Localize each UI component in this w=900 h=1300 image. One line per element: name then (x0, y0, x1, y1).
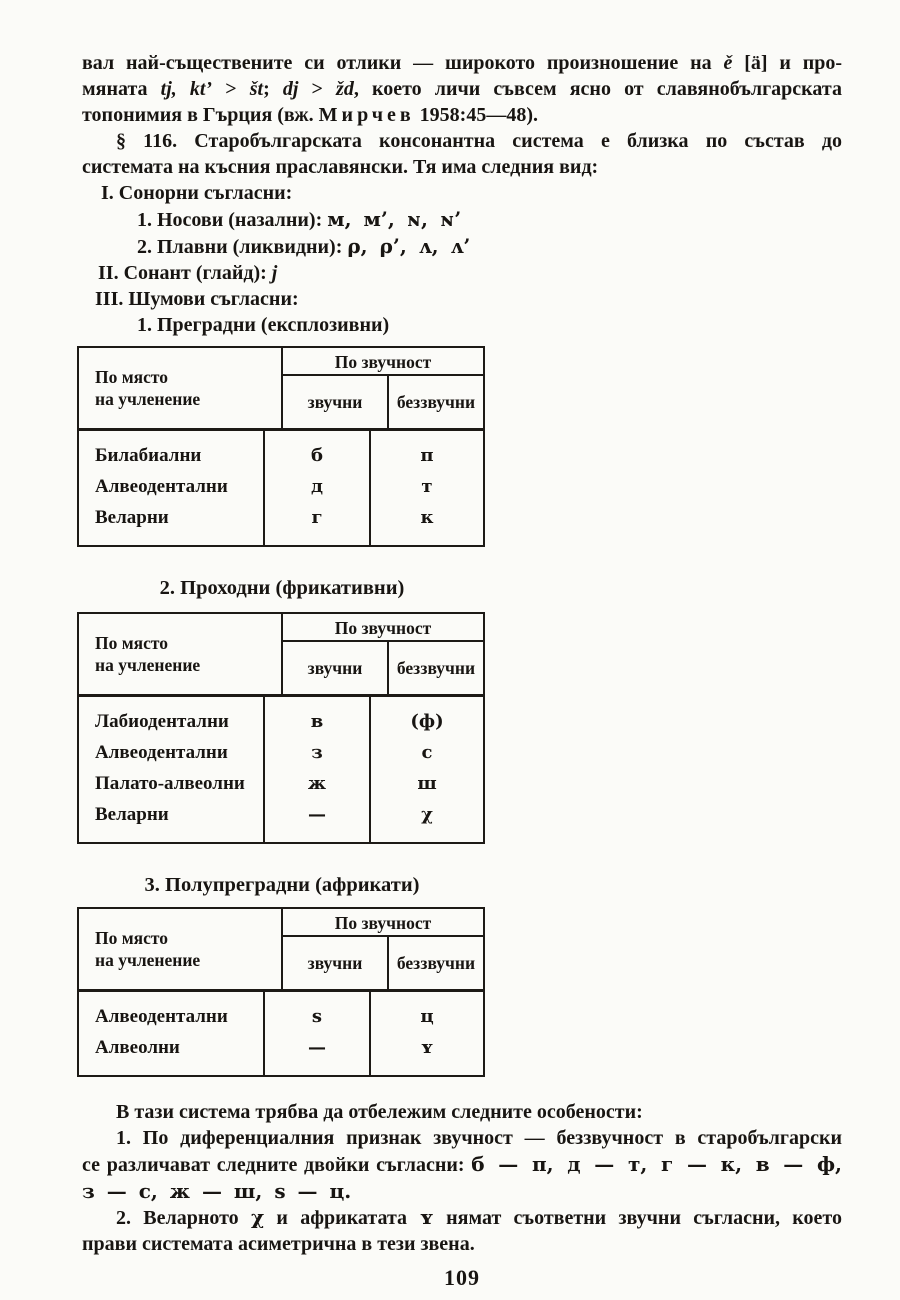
intro-text: мяната (82, 78, 161, 100)
affricates-table (77, 907, 485, 1077)
tables-zone (77, 346, 487, 1077)
intro-text: [ä] и про- (732, 52, 843, 74)
note-text: се различават следните двойки съгласни: (82, 1154, 472, 1176)
place-cell: Лабиодентални (95, 711, 229, 732)
column-headers (283, 376, 483, 428)
phonetic-symbol: j (271, 262, 278, 284)
voiceless-column (371, 697, 483, 842)
list-label: 2. Плавни (ликвидни): (137, 236, 348, 258)
intro-paragraph (82, 50, 842, 128)
note-1-line: з — с, ж — ш, ѕ — ц. (82, 1179, 352, 1203)
table-corner-label (79, 614, 283, 694)
phonetic-symbol: tj, kt’ (160, 78, 213, 100)
place-cell: Веларни (95, 507, 169, 528)
note-text: 2. Веларното (116, 1207, 251, 1229)
voiced-cell: ж (307, 773, 327, 794)
table-span-header: По звучност (283, 909, 483, 937)
place-column (79, 697, 265, 842)
voiced-cell: г (311, 507, 323, 528)
col-header-voiced: звучни (283, 642, 389, 694)
table-corner-label (79, 348, 283, 428)
intro-text: ; (263, 78, 283, 100)
voiceless-cell: п (420, 445, 434, 466)
place-cell: Алвеодентални (95, 1006, 228, 1027)
text-line (82, 50, 842, 76)
note-1-line: 1. По диференциалния признак звучност — беззвучност в старобългарски (116, 1127, 842, 1149)
ocs-letters: м, м’, ɴ, ɴ’ (327, 207, 462, 231)
voiced-column (265, 697, 371, 842)
col-header-voiced: звучни (283, 937, 389, 989)
fricatives-table (77, 612, 485, 844)
table-header-right (283, 614, 483, 694)
table-header (79, 348, 483, 431)
voiced-cell: — (308, 1037, 326, 1058)
col-header-voiceless: беззвучни (396, 657, 476, 678)
text-line (82, 102, 842, 128)
text-line: системата на късния праславянски. Тя има следния вид: (82, 156, 599, 178)
voiced-cell: д (311, 476, 323, 497)
col-header-voiceless: беззвучни (396, 391, 476, 412)
list-label: 1. Носови (назални): (137, 209, 328, 231)
table-corner-label (79, 909, 283, 989)
ocs-letters: ρ, ρ’, ʌ, ʌ’ (347, 234, 471, 258)
corner-line: По място (95, 928, 169, 948)
corner-line: на учленение (95, 950, 201, 970)
list-item-pregradni: 1. Преградни (експлозивни) (137, 314, 390, 336)
place-column (79, 431, 265, 545)
list-item-sonant (82, 260, 842, 286)
table-header (79, 614, 483, 697)
note-2-line (82, 1204, 842, 1231)
voiced-column (265, 992, 371, 1075)
place-cell: Алвеодентални (95, 476, 228, 497)
page-number: 109 (444, 1265, 480, 1290)
plosives-table (77, 346, 485, 547)
intro-text: 1958:45—48). (414, 104, 538, 126)
ocs-letter: ʏ (419, 1205, 434, 1229)
table-span-header: По звучност (283, 348, 483, 376)
phonetic-symbol: št (249, 78, 264, 100)
voiced-cell: з (311, 742, 323, 763)
place-cell: Алвеодентални (95, 742, 228, 763)
notes-paragraph (82, 1099, 842, 1257)
phonetic-symbol: žd (336, 78, 354, 100)
ocs-letter-pairs: б — п, д — т, г — к, в — ф, (471, 1152, 842, 1176)
note-2-line: прави системата асиметрична в тези звена. (82, 1233, 475, 1255)
table-body (79, 697, 483, 842)
voiced-cell: в (310, 711, 324, 732)
intro-text: > (212, 78, 250, 100)
voiceless-cell: т (421, 476, 433, 497)
ocs-letter: χ (250, 1205, 265, 1229)
corner-line: По място (95, 633, 169, 653)
voiced-cell: б (310, 445, 323, 466)
column-headers (283, 937, 483, 989)
voiceless-column (371, 431, 483, 545)
note-text: и африкатата (264, 1207, 420, 1229)
section-116-paragraph (82, 128, 842, 180)
voiceless-cell: к (420, 507, 434, 528)
table-header-right (283, 348, 483, 428)
voiceless-cell: ц (420, 1006, 434, 1027)
place-cell: Палато-алвеолни (95, 773, 245, 794)
voiceless-cell: с (421, 742, 433, 763)
text-line (82, 76, 842, 102)
author-name: Мирчев (318, 104, 415, 126)
list-item-sonorni: I. Сонорни съгласни: (101, 182, 293, 204)
table-header (79, 909, 483, 992)
voiced-cell: ѕ (311, 1006, 323, 1027)
col-header-voiceless: беззвучни (396, 952, 476, 973)
place-cell: Алвеолни (95, 1037, 180, 1058)
place-column (79, 992, 265, 1075)
voiceless-cell: (ф) (410, 711, 444, 732)
table-header-right (283, 909, 483, 989)
phonetic-symbol: ě (723, 52, 733, 74)
text-line: В тази система трябва да отбележим следните особености: (116, 1101, 643, 1123)
col-header-voiced: звучни (283, 376, 389, 428)
intro-text: вал най-съществените си отлики — широкото произношение на (82, 52, 724, 74)
column-headers (283, 642, 483, 694)
voiced-cell: — (308, 804, 326, 825)
table-body (79, 992, 483, 1075)
note-text: нямат съответни звучни съгласни, което (433, 1207, 842, 1229)
voiceless-column (371, 992, 483, 1075)
list-item-nosovi (82, 206, 842, 233)
intro-text: > (298, 78, 337, 100)
note-1-line (82, 1151, 842, 1178)
voiceless-cell: χ (421, 804, 433, 825)
place-cell: Веларни (95, 804, 169, 825)
voiceless-cell: ʏ (420, 1037, 434, 1058)
heading-affricates: 3. Полупреградни (африкати) (144, 874, 420, 896)
voiced-column (265, 431, 371, 545)
phonetic-symbol: dj (282, 78, 299, 100)
heading-fricatives: 2. Проходни (фрикативни) (159, 577, 405, 599)
intro-text: , което личи съвсем ясно от славянобългарската (353, 78, 842, 100)
list-item-shumovi: III. Шумови съгласни: (95, 288, 299, 310)
consonant-classification-list (82, 180, 842, 338)
text-line: § 116. Старобългарската консонантна система е близка по състав до (116, 130, 842, 152)
corner-line: на учленение (95, 655, 201, 675)
voiceless-cell: ш (417, 773, 437, 794)
place-cell: Билабиални (95, 445, 202, 466)
corner-line: По място (95, 367, 169, 387)
table-span-header: По звучност (283, 614, 483, 642)
corner-line: на учленение (95, 389, 201, 409)
list-label: II. Сонант (глайд): (98, 262, 272, 284)
list-item-plavni (82, 233, 842, 260)
table-body (79, 431, 483, 545)
intro-text: топонимия в Гърция (вж. (82, 104, 319, 126)
